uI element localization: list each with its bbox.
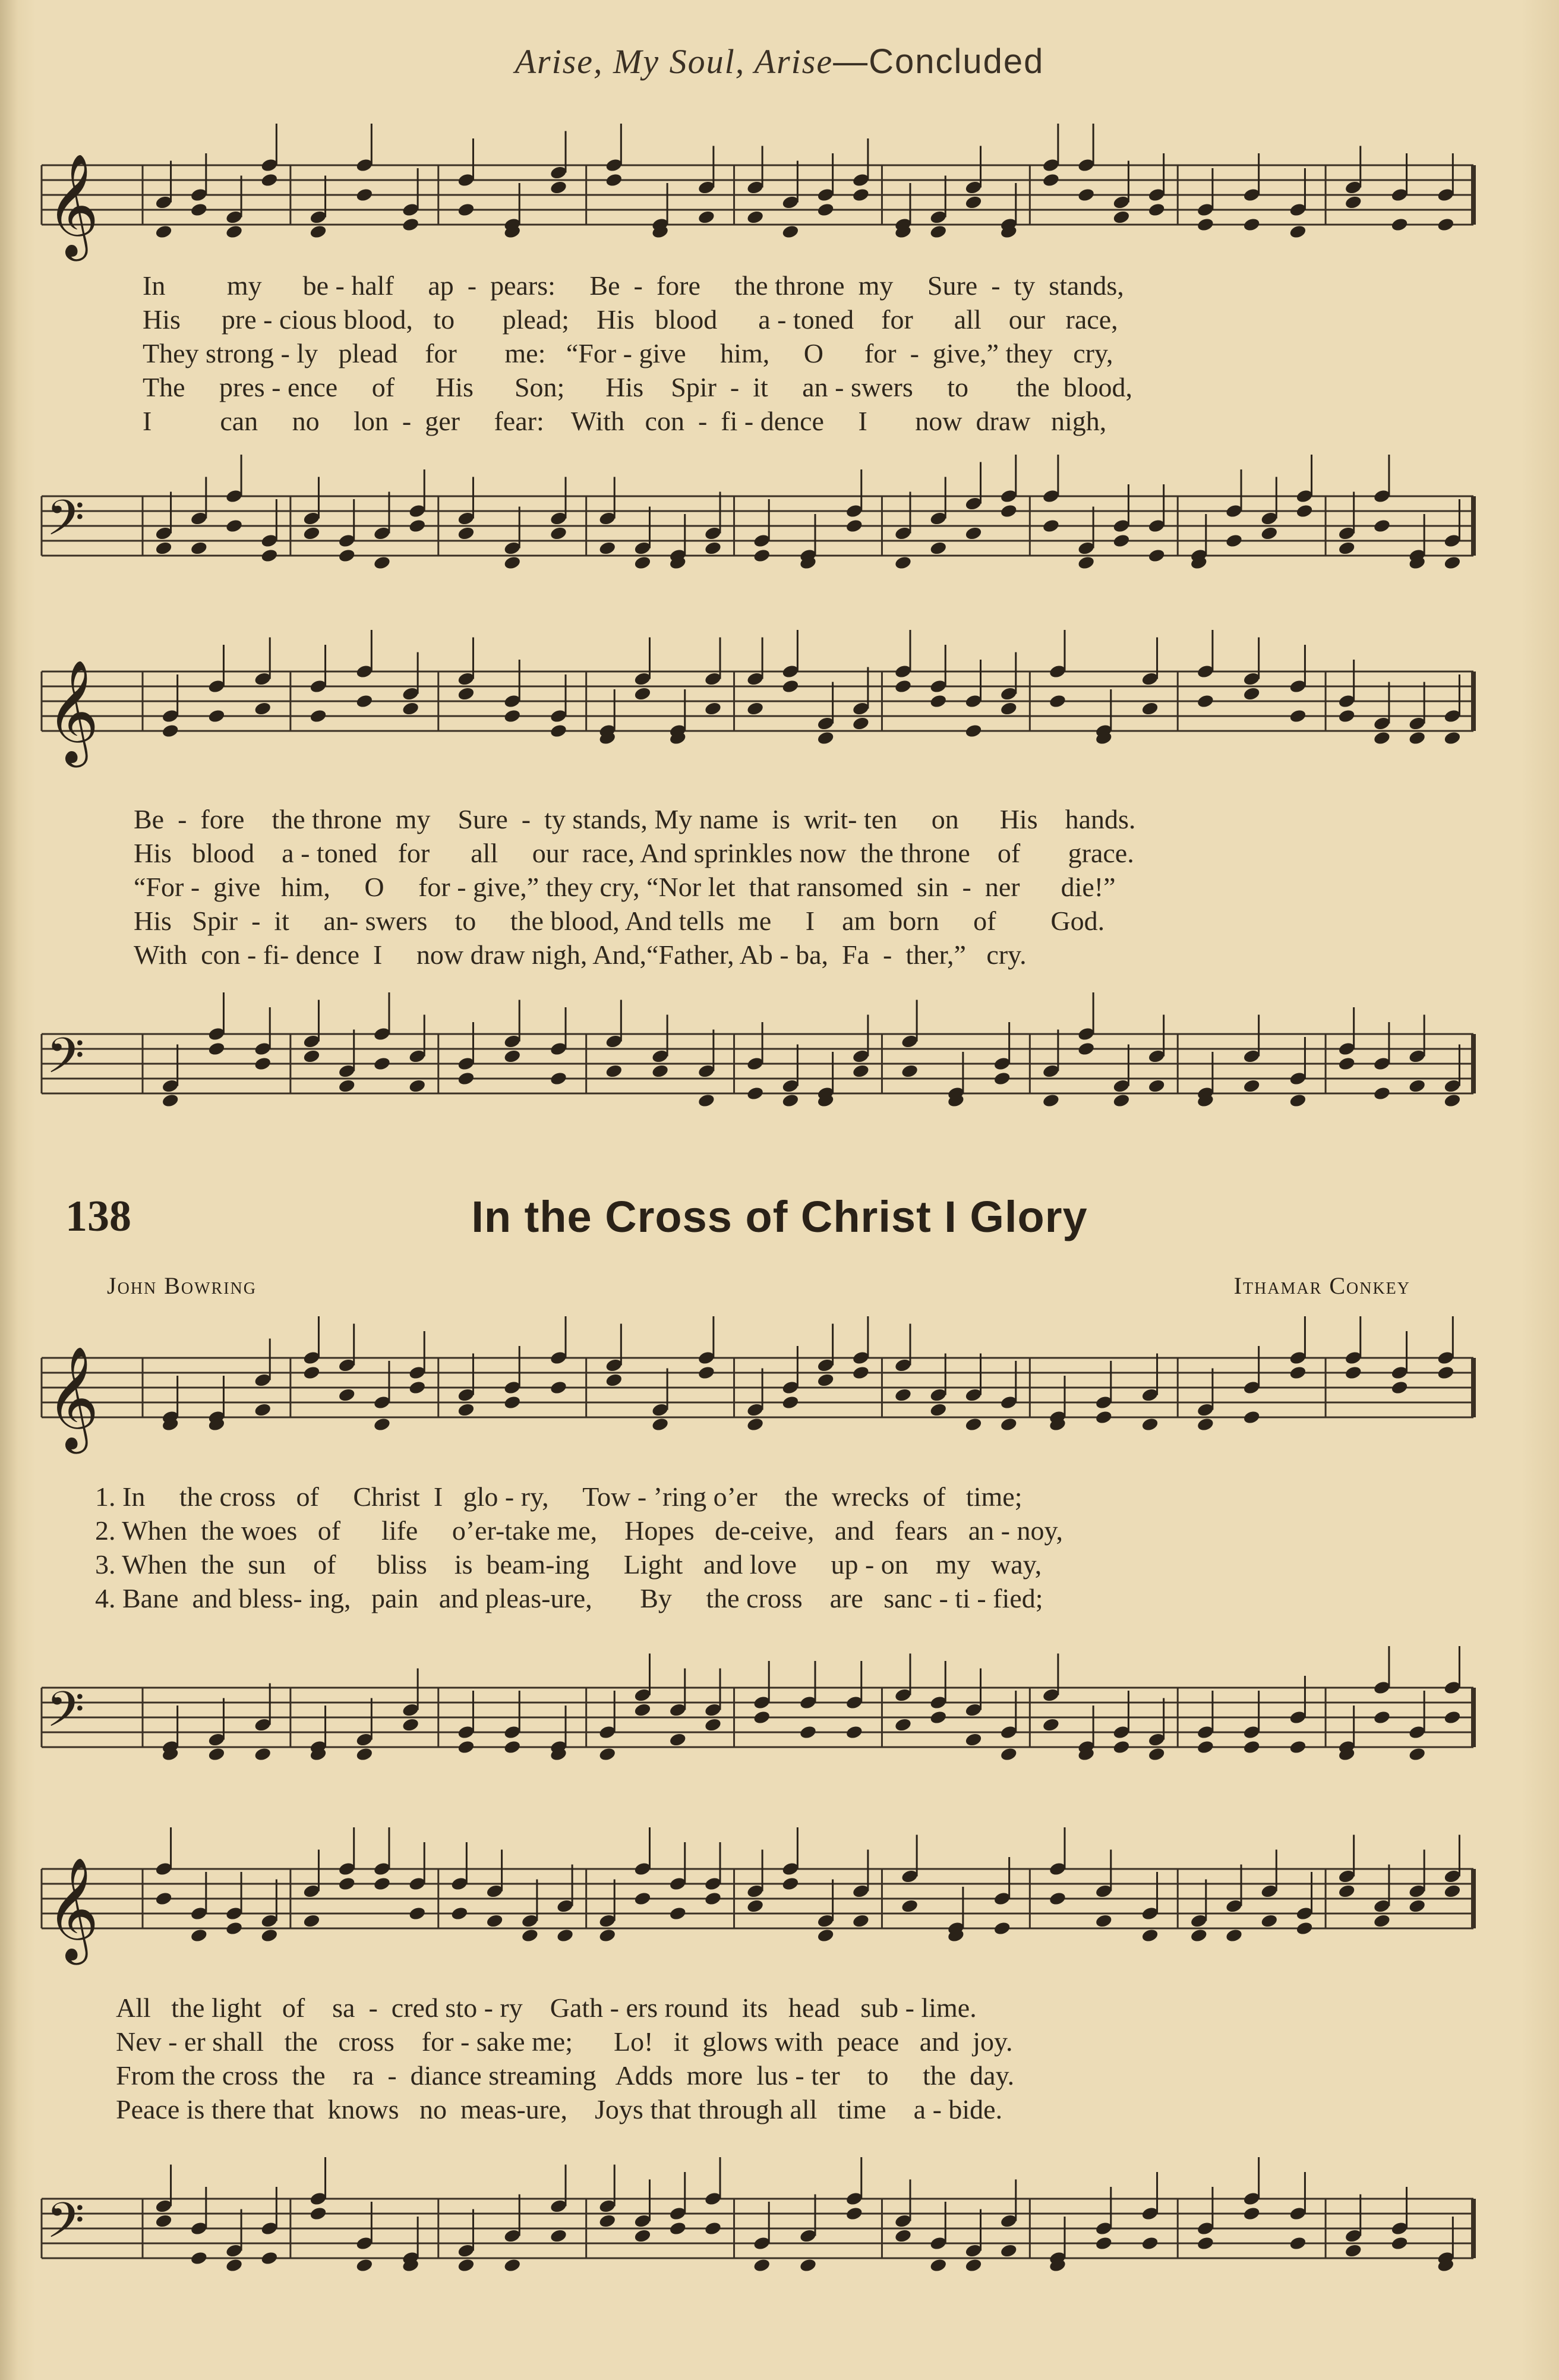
note-head (1189, 1928, 1208, 1943)
lyrics-block-3 (95, 1480, 1063, 1615)
treble-staff-4 (0, 1857, 1559, 1960)
note-head (550, 180, 568, 196)
note-head (302, 1914, 321, 1929)
note-head (605, 172, 623, 188)
note-head (1042, 518, 1061, 534)
bass-clef-icon: 𝄢 (46, 1027, 85, 1096)
note-head (1337, 1884, 1356, 1899)
note-head (929, 2258, 948, 2273)
note-head (929, 1402, 948, 1418)
note-head (1112, 1739, 1131, 1755)
note-head (1242, 1410, 1261, 1425)
note-head (161, 1093, 179, 1108)
lyrics-block-4 (116, 1991, 1014, 2126)
note-head (207, 708, 226, 724)
note-head (309, 224, 327, 239)
treble-clef-icon: 𝄞 (46, 153, 99, 257)
bass-clef-icon: 𝄢 (46, 2192, 85, 2261)
note-head (1373, 1914, 1391, 1929)
note-head (355, 2258, 374, 2273)
bass-clef-icon: 𝄢 (46, 1681, 85, 1750)
note-head (1443, 555, 1462, 570)
note-head (450, 1906, 469, 1921)
lyric-line: “For - give him, O for - give,” they cry, “Nor let that ransomed sin - ner die!” (134, 872, 1116, 902)
lyric-line: His pre - cious blood, to plead; His blood a - toned for all our race, (143, 304, 1118, 335)
bass-staff-3 (0, 1676, 1559, 1765)
lyric-line: In my be - half ap - pears: Be - fore the throne my Sure - ty stands, (143, 270, 1124, 301)
note-head (457, 1739, 475, 1755)
note-head (457, 526, 475, 541)
note-head (154, 2214, 173, 2229)
note-head (651, 1064, 670, 1079)
note-head (999, 1747, 1018, 1762)
note-head (503, 1395, 522, 1410)
note-head (1077, 1041, 1096, 1057)
note-head (1408, 730, 1427, 746)
note-head (1408, 1747, 1427, 1762)
bass-staff-1 (0, 484, 1559, 573)
note-head (1443, 730, 1462, 746)
note-head (816, 730, 835, 746)
note-head (207, 1041, 226, 1057)
treble-staff-3 (0, 1346, 1559, 1449)
note-head (633, 1703, 652, 1718)
note-head (799, 1725, 818, 1740)
note-head (901, 1064, 919, 1079)
treble-clef-icon: 𝄞 (46, 660, 99, 763)
note-head (302, 1365, 321, 1380)
note-head (633, 1891, 652, 1906)
note-head (852, 187, 870, 203)
note-head (1141, 2236, 1159, 2251)
note-head (598, 2214, 617, 2229)
note-head (254, 1402, 272, 1418)
note-head (746, 1899, 765, 1914)
note-head (746, 1417, 765, 1432)
note-head (781, 224, 800, 239)
note-head (746, 701, 765, 717)
note-head (964, 2258, 983, 2273)
header-suffix: —Concluded (833, 42, 1044, 81)
lyricist: John Bowring (107, 1272, 257, 1299)
note-head (254, 701, 272, 717)
lyric-line: Be - fore the throne my Sure - ty stands, My name is writ- ten on His hands. (134, 804, 1136, 834)
note-head (550, 1380, 568, 1395)
lyric-line: Nev - er shall the cross for - sake me; Lo! it glows with peace and joy. (116, 2026, 1013, 2057)
note-head (1295, 503, 1314, 519)
note-head (1197, 1739, 1215, 1755)
note-head (1197, 693, 1215, 709)
treble-clef-icon: 𝄞 (46, 1857, 99, 1960)
note-head (337, 1388, 356, 1403)
lyrics-block-2 (134, 802, 1135, 972)
hymn-number: 138 (65, 1192, 131, 1241)
note-head (309, 2206, 327, 2221)
note-head (1437, 217, 1455, 232)
hymn-title: In the Cross of Christ I Glory (471, 1192, 1088, 1241)
note-head (1042, 1717, 1061, 1733)
note-head (1344, 195, 1362, 210)
note-head (1337, 541, 1356, 556)
note-head (225, 224, 244, 239)
note-head (964, 723, 983, 739)
note-head (816, 202, 835, 217)
treble-staff-1 (0, 153, 1559, 257)
note-head (1289, 708, 1307, 724)
note-head (704, 701, 722, 717)
note-head (1197, 1417, 1215, 1432)
note-head (1147, 1079, 1166, 1094)
note-head (337, 1079, 356, 1094)
note-head (1141, 1928, 1159, 1943)
note-head (668, 1732, 687, 1748)
note-head (605, 1373, 623, 1388)
note-head (402, 701, 420, 717)
note-head (408, 1906, 427, 1921)
note-head (1242, 217, 1261, 232)
note-head (845, 2206, 863, 2221)
header-title: Arise, My Soul, Arise (515, 42, 834, 81)
note-head (1225, 1928, 1244, 1943)
note-head (302, 526, 321, 541)
note-head (1042, 172, 1061, 188)
note-head (1289, 224, 1307, 239)
note-head (408, 1079, 427, 1094)
note-head (1289, 1739, 1307, 1755)
note-head (550, 723, 568, 739)
note-head (402, 1717, 420, 1733)
note-head (337, 548, 356, 563)
note-head (373, 555, 392, 570)
note-head (1390, 217, 1409, 232)
note-head (704, 541, 722, 556)
page-header (0, 42, 1559, 81)
note-head (190, 1928, 209, 1943)
note-head (503, 1049, 522, 1064)
note-head (225, 518, 244, 534)
note-head (1049, 693, 1067, 709)
note-head (999, 1417, 1018, 1432)
note-head (550, 526, 568, 541)
note-head (225, 1921, 244, 1936)
note-head (964, 526, 983, 541)
note-head (550, 2228, 568, 2244)
note-head (1390, 2236, 1409, 2251)
note-head (929, 693, 948, 709)
note-head (1112, 533, 1131, 548)
note-head (154, 1891, 173, 1906)
note-head (1289, 1093, 1307, 1108)
note-head (1147, 1747, 1166, 1762)
note-head (521, 1928, 539, 1943)
lyric-line: They strong - ly plead for me: “For - give him, O for - give,” they cry, (143, 338, 1113, 368)
note-head (964, 195, 983, 210)
note-head (1443, 1710, 1462, 1725)
treble-staff-2 (0, 660, 1559, 763)
note-head (355, 693, 374, 709)
note-head (302, 1049, 321, 1064)
note-head (1197, 217, 1215, 232)
note-head (503, 2258, 522, 2273)
note-head (753, 2258, 771, 2273)
note-head (816, 1928, 835, 1943)
note-head (1408, 1079, 1427, 1094)
treble-clef-icon: 𝄞 (46, 1346, 99, 1449)
note-head (1344, 2243, 1362, 2259)
note-head (457, 686, 475, 702)
note-head (993, 1921, 1011, 1936)
note-head (503, 1739, 522, 1755)
note-head (704, 1717, 722, 1733)
note-head (1094, 1410, 1113, 1425)
note-head (1112, 210, 1131, 225)
note-head (225, 2258, 244, 2273)
note-head (852, 1064, 870, 1079)
note-head (781, 679, 800, 694)
note-head (698, 1365, 716, 1380)
note-head (929, 1710, 948, 1725)
note-head (1094, 1914, 1113, 1929)
note-head (408, 518, 427, 534)
note-head (1337, 1056, 1356, 1071)
note-head (999, 701, 1018, 717)
lyric-line: 4. Bane and bless- ing, pain and pleas-ure, By the cross are sanc - ti - fied; (95, 1583, 1043, 1613)
note-head (964, 1417, 983, 1432)
note-head (1141, 1417, 1159, 1432)
note-head (1141, 701, 1159, 717)
note-head (1390, 1380, 1409, 1395)
note-head (633, 686, 652, 702)
note-head (964, 1732, 983, 1748)
note-head (402, 217, 420, 232)
note-head (605, 1064, 623, 1079)
note-head (598, 541, 617, 556)
note-head (1094, 2236, 1113, 2251)
note-head (993, 1071, 1011, 1086)
note-head (1344, 1365, 1362, 1380)
note-head (781, 1876, 800, 1892)
lyric-line: I can no lon - ger fear: With con - fi - dence I now draw nigh, (143, 406, 1107, 436)
note-head (1147, 202, 1166, 217)
note-head (753, 1710, 771, 1725)
note-head (1077, 187, 1096, 203)
note-head (373, 1417, 392, 1432)
note-head (746, 210, 765, 225)
note-head (929, 224, 948, 239)
note-head (852, 1365, 870, 1380)
note-head (894, 555, 913, 570)
note-head (698, 210, 716, 225)
note-head (1242, 1079, 1261, 1094)
note-head (929, 541, 948, 556)
note-head (816, 1373, 835, 1388)
note-head (852, 716, 870, 732)
note-head (355, 1747, 374, 1762)
note-head (355, 187, 374, 203)
note-head (999, 503, 1018, 519)
note-head (207, 1747, 226, 1762)
note-head (698, 1093, 716, 1108)
note-head (154, 224, 173, 239)
note-head (1147, 548, 1166, 563)
note-head (161, 723, 179, 739)
note-head (457, 2258, 475, 2273)
note-head (894, 1717, 913, 1733)
lyric-line: Peace is there that knows no meas-ure, Joys that through all time a - bide. (116, 2094, 1003, 2124)
note-head (845, 1725, 863, 1740)
note-head (1437, 1365, 1455, 1380)
note-head (1373, 1710, 1391, 1725)
note-head (550, 1071, 568, 1086)
note-head (503, 555, 522, 570)
note-head (337, 1876, 356, 1892)
note-head (1373, 1086, 1391, 1101)
note-head (373, 1056, 392, 1071)
note-head (704, 1891, 722, 1906)
note-head (1242, 1739, 1261, 1755)
lyric-line: From the cross the ra - diance streaming Adds more lus - ter to the day. (116, 2060, 1015, 2091)
note-head (190, 2250, 209, 2266)
note-head (746, 1086, 765, 1101)
lyric-line: 1. In the cross of Christ I glo - ry, Tow - ’ring o’er the wrecks of time; (95, 1481, 1022, 1512)
note-head (633, 2228, 652, 2244)
note-head (781, 1395, 800, 1410)
note-head (651, 1417, 670, 1432)
note-head (1260, 1914, 1279, 1929)
note-head (799, 2258, 818, 2273)
lyric-line: 2. When the woes of life o’er-take me, Hopes de-ceive, and fears an - noy, (95, 1515, 1063, 1546)
note-head (1408, 1899, 1427, 1914)
note-head (845, 518, 863, 534)
note-head (1337, 708, 1356, 724)
note-head (598, 1928, 617, 1943)
note-head (781, 1093, 800, 1108)
note-head (260, 2250, 279, 2266)
note-head (1225, 533, 1244, 548)
note-head (556, 1928, 575, 1943)
note-head (503, 708, 522, 724)
note-head (309, 708, 327, 724)
note-head (901, 1899, 919, 1914)
note-head (485, 1914, 504, 1929)
note-head (1289, 2236, 1307, 2251)
note-head (1077, 555, 1096, 570)
note-head (999, 2243, 1018, 2259)
note-head (154, 541, 173, 556)
note-head (373, 1876, 392, 1892)
bass-clef-icon: 𝄢 (46, 489, 85, 559)
note-head (1295, 1921, 1314, 1936)
lyrics-block-1 (143, 269, 1132, 438)
note-head (704, 2221, 722, 2236)
note-head (1373, 730, 1391, 746)
note-head (894, 679, 913, 694)
lyric-line: With con - fi- dence I now draw nigh, And,“Father, Ab - ba, Fa - ther,” cry. (134, 940, 1027, 970)
bass-staff-4 (0, 2187, 1559, 2276)
lyric-line: The pres - ence of His Son; His Spir - it an - swers to the blood, (143, 372, 1133, 402)
lyric-line: 3. When the sun of bliss is beam-ing Light and love up - on my way, (95, 1549, 1042, 1580)
note-head (894, 2228, 913, 2244)
lyric-line: His Spir - it an- swers to the blood, And tells me I am born of God. (134, 906, 1105, 936)
note-head (1049, 1891, 1067, 1906)
note-head (753, 548, 771, 563)
composer: Ithamar Conkey (1233, 1272, 1410, 1299)
note-head (894, 1388, 913, 1403)
note-head (1443, 1093, 1462, 1108)
note-head (668, 2221, 687, 2236)
note-head (254, 1056, 272, 1071)
lyric-line: All the light of sa - cred sto - ry Gath - ers round its head sub - lime. (116, 1993, 977, 2023)
note-head (408, 1380, 427, 1395)
note-head (633, 555, 652, 570)
bass-staff-2 (0, 1022, 1559, 1111)
note-head (1112, 1093, 1131, 1108)
note-head (457, 1071, 475, 1086)
note-head (1042, 1093, 1061, 1108)
note-head (457, 202, 475, 217)
note-head (190, 202, 209, 217)
note-head (260, 1928, 279, 1943)
note-head (254, 1747, 272, 1762)
note-head (668, 1906, 687, 1921)
note-head (457, 1402, 475, 1418)
note-head (852, 1914, 870, 1929)
note-head (260, 172, 279, 188)
note-head (1197, 2236, 1215, 2251)
lyric-line: His blood a - toned for all our race, And sprinkles now the throne of grace. (134, 838, 1134, 868)
note-head (260, 548, 279, 563)
note-head (598, 1747, 617, 1762)
note-head (1373, 518, 1391, 534)
note-head (1242, 2206, 1261, 2221)
note-head (1289, 1365, 1307, 1380)
note-head (1443, 1884, 1462, 1899)
note-head (1260, 526, 1279, 541)
note-head (190, 541, 209, 556)
note-head (1242, 686, 1261, 702)
